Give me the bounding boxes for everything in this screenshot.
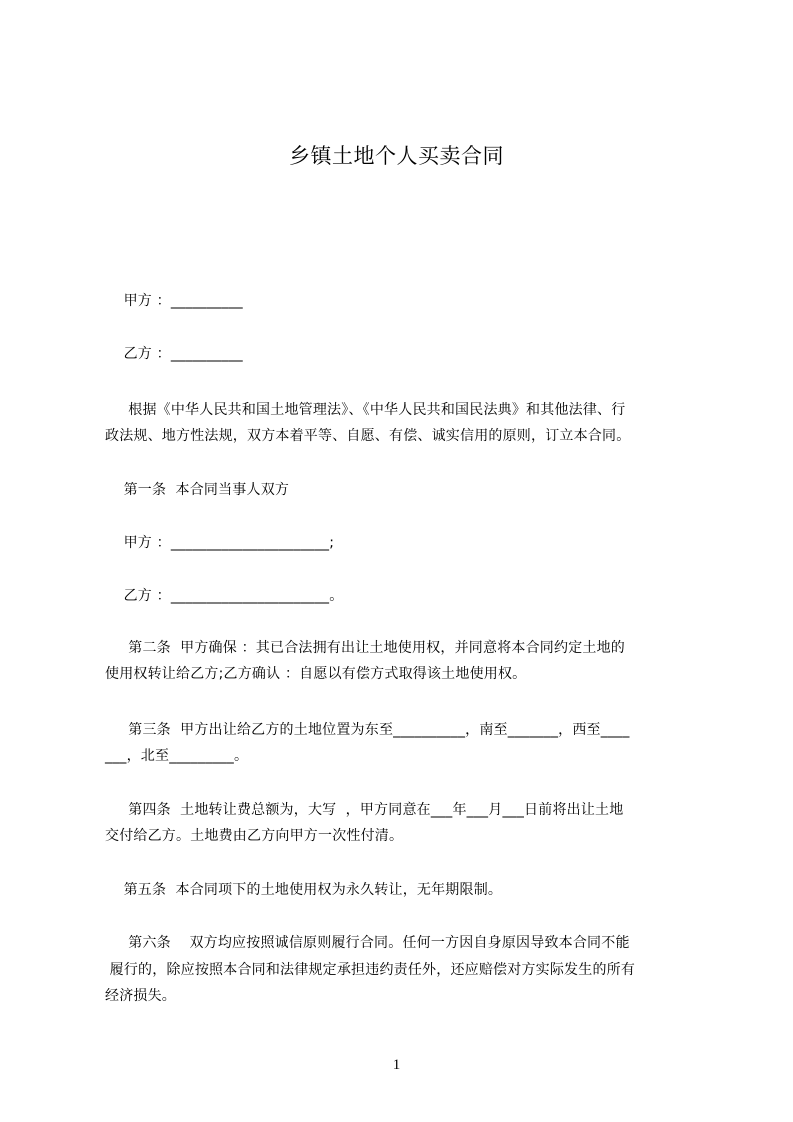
preamble-line-1: 根据《中华人民共和国土地管理法》、《中华人民共和国民法典》和其他法律、行 <box>105 402 626 418</box>
page-number: 1 <box>392 1057 401 1073</box>
document-title: 乡镇土地个人买卖合同 <box>289 144 504 168</box>
article-6-line-2: 履行的，除应按照本合同和法律规定承担违约责任外，还应赔偿对方实际发生的所有 <box>105 962 636 978</box>
preamble-line-2: 政法规、地方性法规，双方本着平等、自愿、有偿、诚实信用的原则，订立本合同。 <box>105 428 631 444</box>
article-2-line-1: 第二条 甲方确保 ：其已合法拥有出让土地使用权，并同意将本合同约定土地的 <box>105 640 625 656</box>
article-1-party-b: 乙方 ：______________________。 <box>105 588 344 604</box>
article-5-line-1: 第五条 本合同项下的土地使用权为永久转让，无年期限制。 <box>105 882 503 898</box>
article-3-line-1: 第三条 甲方出让给乙方的土地位置为东至__________，南至_______，西至____ <box>105 722 630 738</box>
article-4-line-2: 交付给乙方。土地费由乙方向甲方一次性付清。 <box>105 828 404 844</box>
party-b-header: 乙方 ：__________ <box>105 346 243 362</box>
party-a-header: 甲方 ：__________ <box>105 293 243 309</box>
article-2-line-2: 使用权转让给乙方;乙方确认 ：自愿以有偿方式取得该土地使用权。 <box>105 666 527 682</box>
article-3-line-2: ___，北至_________。 <box>105 748 249 764</box>
article-6-line-1: 第六条 双方均应按照诚信原则履行合同。任何一方因自身原因导致本合同不能 <box>105 935 630 951</box>
article-1-heading: 第一条 本合同当事人双方 <box>105 482 290 498</box>
article-1-party-a: 甲方 ：______________________; <box>105 535 335 551</box>
article-4-line-1: 第四条 土地转让费总额为，大写 ，甲方同意在___年___月___日前将出让土地 <box>105 802 624 818</box>
article-6-line-3: 经济损失。 <box>105 988 176 1004</box>
